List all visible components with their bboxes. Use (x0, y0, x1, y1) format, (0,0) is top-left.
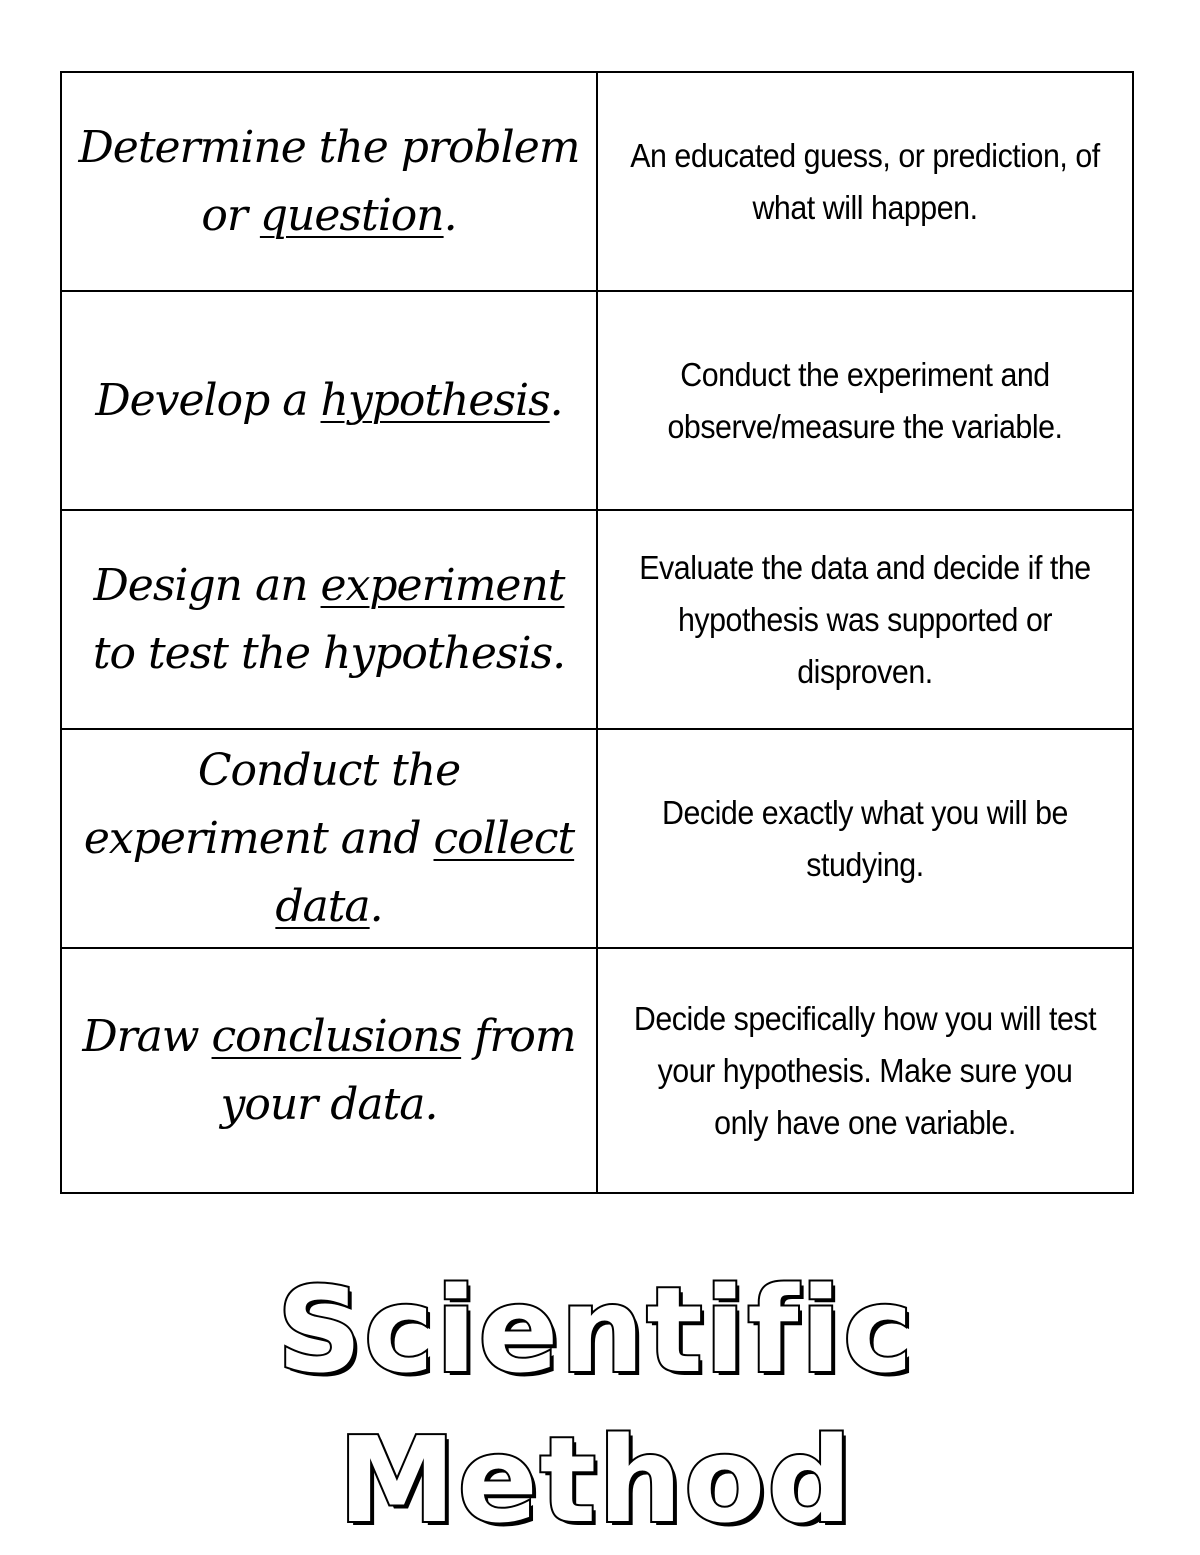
page-title: Scientific Method (276, 1261, 915, 1549)
description-text: Decide exactly what you will be studying. (662, 793, 1068, 883)
step-text-after: to test the hypothesis. (92, 627, 566, 679)
step-text-before: Draw (82, 1010, 212, 1062)
description-text: Decide specifically how you will test your hypothesis. Make sure you only have one variable. (633, 999, 1097, 1141)
step-key-term: conclusions (211, 1010, 462, 1062)
step-card (61, 72, 597, 291)
step-text-before: Conduct the experiment and (83, 744, 461, 864)
step-text (70, 737, 588, 941)
step-text-after: . (369, 880, 383, 932)
card-row (61, 510, 1133, 729)
step-card (61, 948, 597, 1193)
description-text: An educated guess, or prediction, of what will happen. (630, 136, 1100, 226)
card-row (61, 72, 1133, 291)
step-text-after: from your data. (220, 1010, 576, 1130)
description-card (597, 291, 1133, 510)
step-text-before: Design an (93, 559, 321, 611)
card-row (61, 291, 1133, 510)
description-card (597, 72, 1133, 291)
card-row (61, 729, 1133, 948)
description-text: Evaluate the data and decide if the hypothesis was supported or disproven. (639, 548, 1091, 690)
step-key-term: question (259, 189, 444, 241)
matching-cards-table (60, 71, 1134, 1194)
step-card (61, 291, 597, 510)
step-text-after: . (443, 189, 457, 241)
step-text (70, 114, 588, 250)
step-text-after: . (549, 374, 563, 426)
step-text (70, 367, 588, 435)
step-key-term: collect data (275, 812, 575, 932)
step-text-before: Develop a (95, 374, 321, 426)
step-key-term: experiment (320, 559, 565, 611)
description-card (597, 729, 1133, 948)
step-text (70, 552, 588, 688)
description-card (597, 510, 1133, 729)
step-card (61, 510, 597, 729)
step-key-term: hypothesis (320, 374, 550, 426)
step-text-before: Determine the problem or (78, 121, 580, 241)
description-text: Conduct the experiment and observe/measure the variable. (667, 355, 1063, 445)
step-card (61, 729, 597, 948)
step-text (70, 1003, 588, 1139)
card-row (61, 948, 1133, 1193)
description-card (597, 948, 1133, 1193)
